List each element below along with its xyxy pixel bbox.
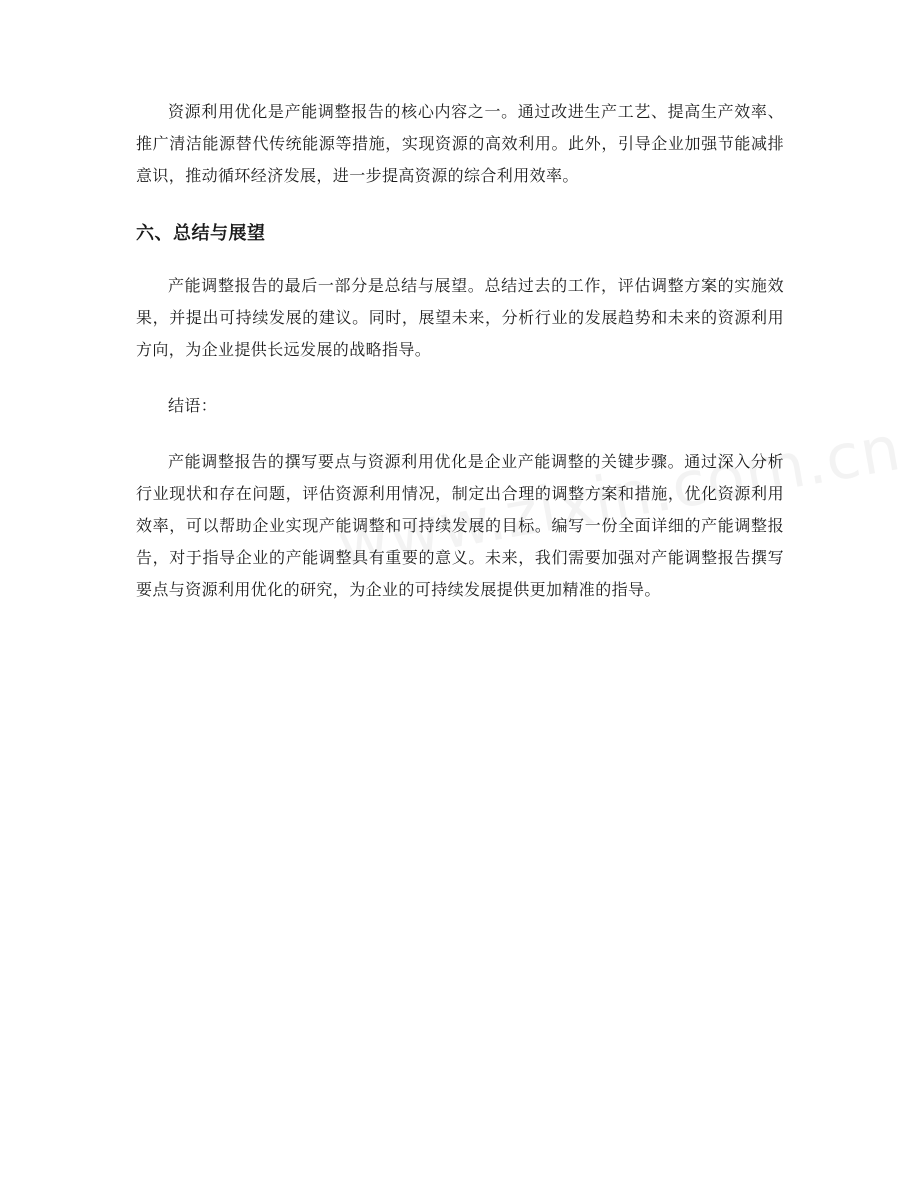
paragraph-conclusion-label: 结语： <box>168 396 218 415</box>
paragraph-conclusion-body: 产能调整报告的撰写要点与资源利用优化是企业产能调整的关键步骤。通过深入分析行业现状和存在问题，评估资源利用情况，制定出合理的调整方案和措施，优化资源利用效率，可以帮助企业实现产能调整和可持续发展的目标。编写一份全面详细的产能调整报告，对于指导企业的产能调整具有重要的意义。未来，我们需要加强对产能调整报告撰写要点与资源利用优化的研究，为企业的可持续发展提供更加精准的指导。 <box>136 452 784 599</box>
document-page <box>136 96 784 606</box>
paragraph-summary-outlook: 产能调整报告的最后一部分是总结与展望。总结过去的工作，评估调整方案的实施效果，并提出可持续发展的建议。同时，展望未来，分析行业的发展趋势和未来的资源利用方向，为企业提供长远发展的战略指导。 <box>136 276 784 359</box>
section-heading-summary-outlook: 六、总结与展望 <box>136 223 266 244</box>
paragraph-resource-optimization: 资源利用优化是产能调整报告的核心内容之一。通过改进生产工艺、提高生产效率、推广清洁能源替代传统能源等措施，实现资源的高效利用。此外，引导企业加强节能减排意识，推动循环经济发展，进一步提高资源的综合利用效率。 <box>136 102 784 185</box>
